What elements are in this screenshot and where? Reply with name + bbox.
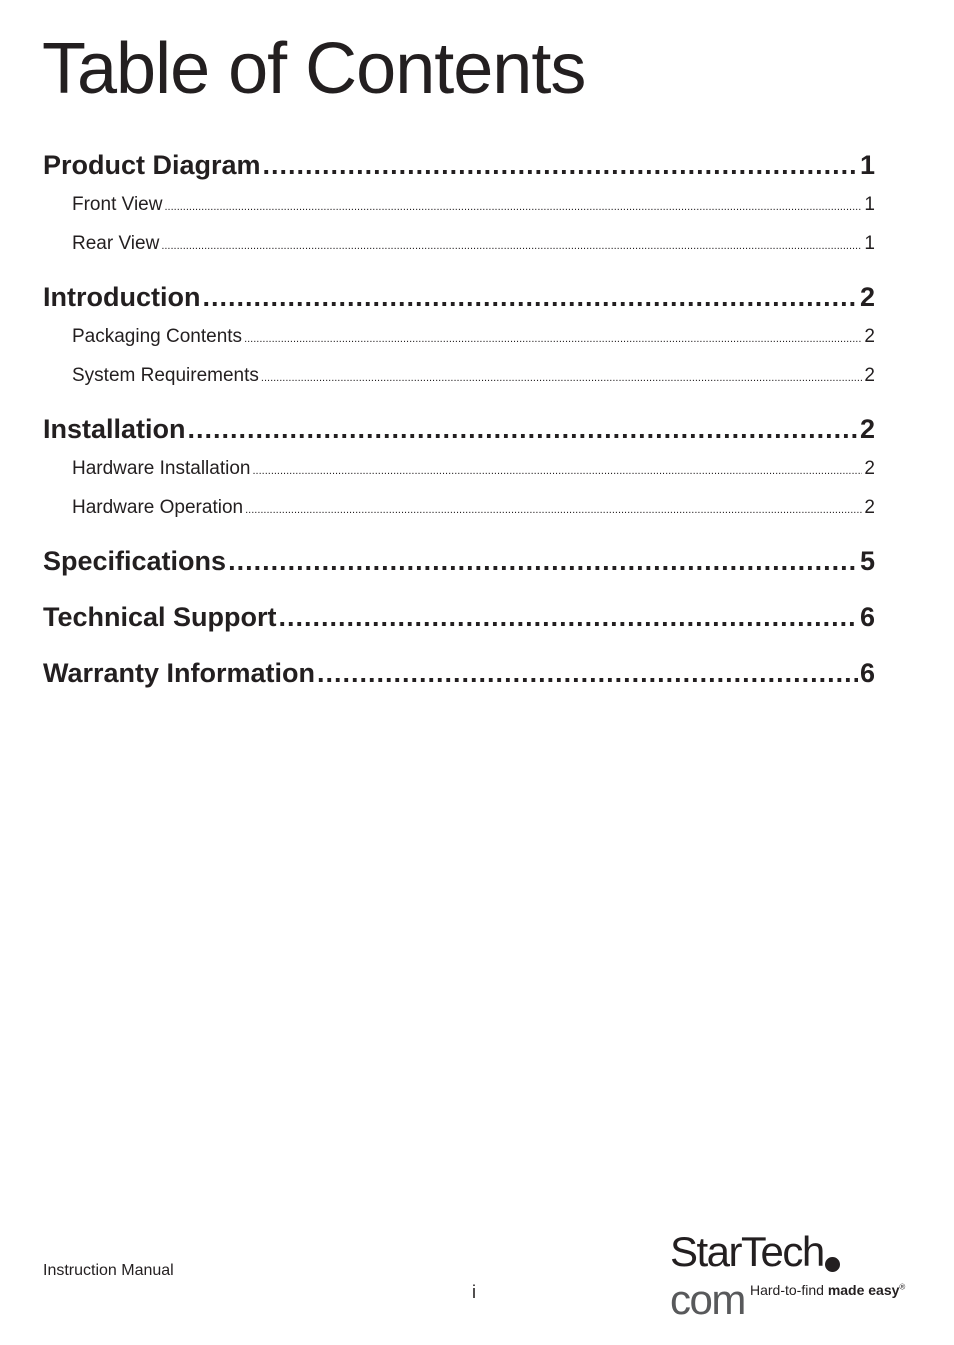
- toc-entry-page: 2: [864, 458, 875, 479]
- toc-entry-label: Introduction: [43, 282, 201, 312]
- logo-tagline: [750, 1282, 905, 1298]
- table-of-contents: [43, 145, 875, 693]
- dot-leader: [263, 145, 858, 185]
- toc-entry-page: 2: [864, 326, 875, 347]
- dot-leader: [188, 409, 858, 449]
- toc-entry-product-diagram[interactable]: [43, 145, 875, 185]
- toc-entry-rear-view[interactable]: [43, 224, 875, 263]
- dot-leader: [261, 359, 863, 395]
- toc-entry-packaging-contents[interactable]: [43, 317, 875, 356]
- toc-entry-warranty-information[interactable]: [43, 653, 875, 693]
- toc-entry-installation[interactable]: [43, 409, 875, 449]
- toc-entry-label: Specifications: [43, 546, 227, 576]
- toc-entry-specifications[interactable]: [43, 541, 875, 581]
- dot-leader: [244, 320, 862, 356]
- toc-entry-page: 1: [859, 150, 875, 180]
- toc-entry-label: Front View: [72, 194, 163, 215]
- toc-entry-label: Technical Support: [43, 602, 277, 632]
- toc-entry-page: 2: [864, 365, 875, 386]
- toc-entry-hardware-installation[interactable]: [43, 449, 875, 488]
- page-title: Table of Contents: [42, 29, 586, 109]
- logo-brand-part1: StarTech: [670, 1228, 824, 1275]
- dot-leader: [252, 452, 862, 488]
- toc-entry-front-view[interactable]: [43, 185, 875, 224]
- toc-entry-label: System Requirements: [72, 365, 259, 386]
- dot-leader: [202, 277, 858, 317]
- dot-leader: [317, 653, 858, 693]
- toc-entry-label: Packaging Contents: [72, 326, 243, 347]
- page-number: i: [472, 1282, 476, 1302]
- toc-entry-page: 1: [864, 233, 875, 254]
- dot-leader: [164, 188, 862, 224]
- logo-brand-part2: com: [670, 1276, 745, 1323]
- dot-leader: [228, 541, 858, 581]
- toc-entry-system-requirements[interactable]: [43, 356, 875, 395]
- toc-entry-label: Product Diagram: [43, 150, 261, 180]
- toc-entry-introduction[interactable]: [43, 277, 875, 317]
- logo-tagline-regular: Hard-to-find: [750, 1282, 824, 1298]
- dot-leader: [161, 227, 862, 263]
- toc-entry-page: 2: [864, 497, 875, 518]
- logo-dot-icon: [825, 1257, 840, 1272]
- toc-entry-page: 6: [859, 658, 875, 688]
- startech-logo: [670, 1228, 910, 1323]
- toc-entry-page: 2: [859, 414, 875, 444]
- dot-leader: [279, 597, 858, 637]
- toc-entry-page: 6: [859, 602, 875, 632]
- toc-entry-page: 1: [864, 194, 875, 215]
- toc-entry-page: 2: [859, 282, 875, 312]
- logo-tagline-bold: made easy: [827, 1282, 900, 1298]
- toc-entry-hardware-operation[interactable]: [43, 488, 875, 527]
- toc-entry-technical-support[interactable]: [43, 597, 875, 637]
- toc-entry-label: Hardware Operation: [72, 497, 244, 518]
- dot-leader: [245, 491, 862, 527]
- toc-entry-label: Rear View: [72, 233, 160, 254]
- logo-wordmark: [670, 1228, 910, 1324]
- toc-entry-label: Hardware Installation: [72, 458, 251, 479]
- registered-mark: ®: [899, 1282, 906, 1292]
- toc-entry-page: 5: [859, 546, 875, 576]
- toc-entry-label: Warranty Information: [43, 658, 316, 688]
- toc-entry-label: Installation: [43, 414, 186, 444]
- footer-label: Instruction Manual: [43, 1262, 174, 1279]
